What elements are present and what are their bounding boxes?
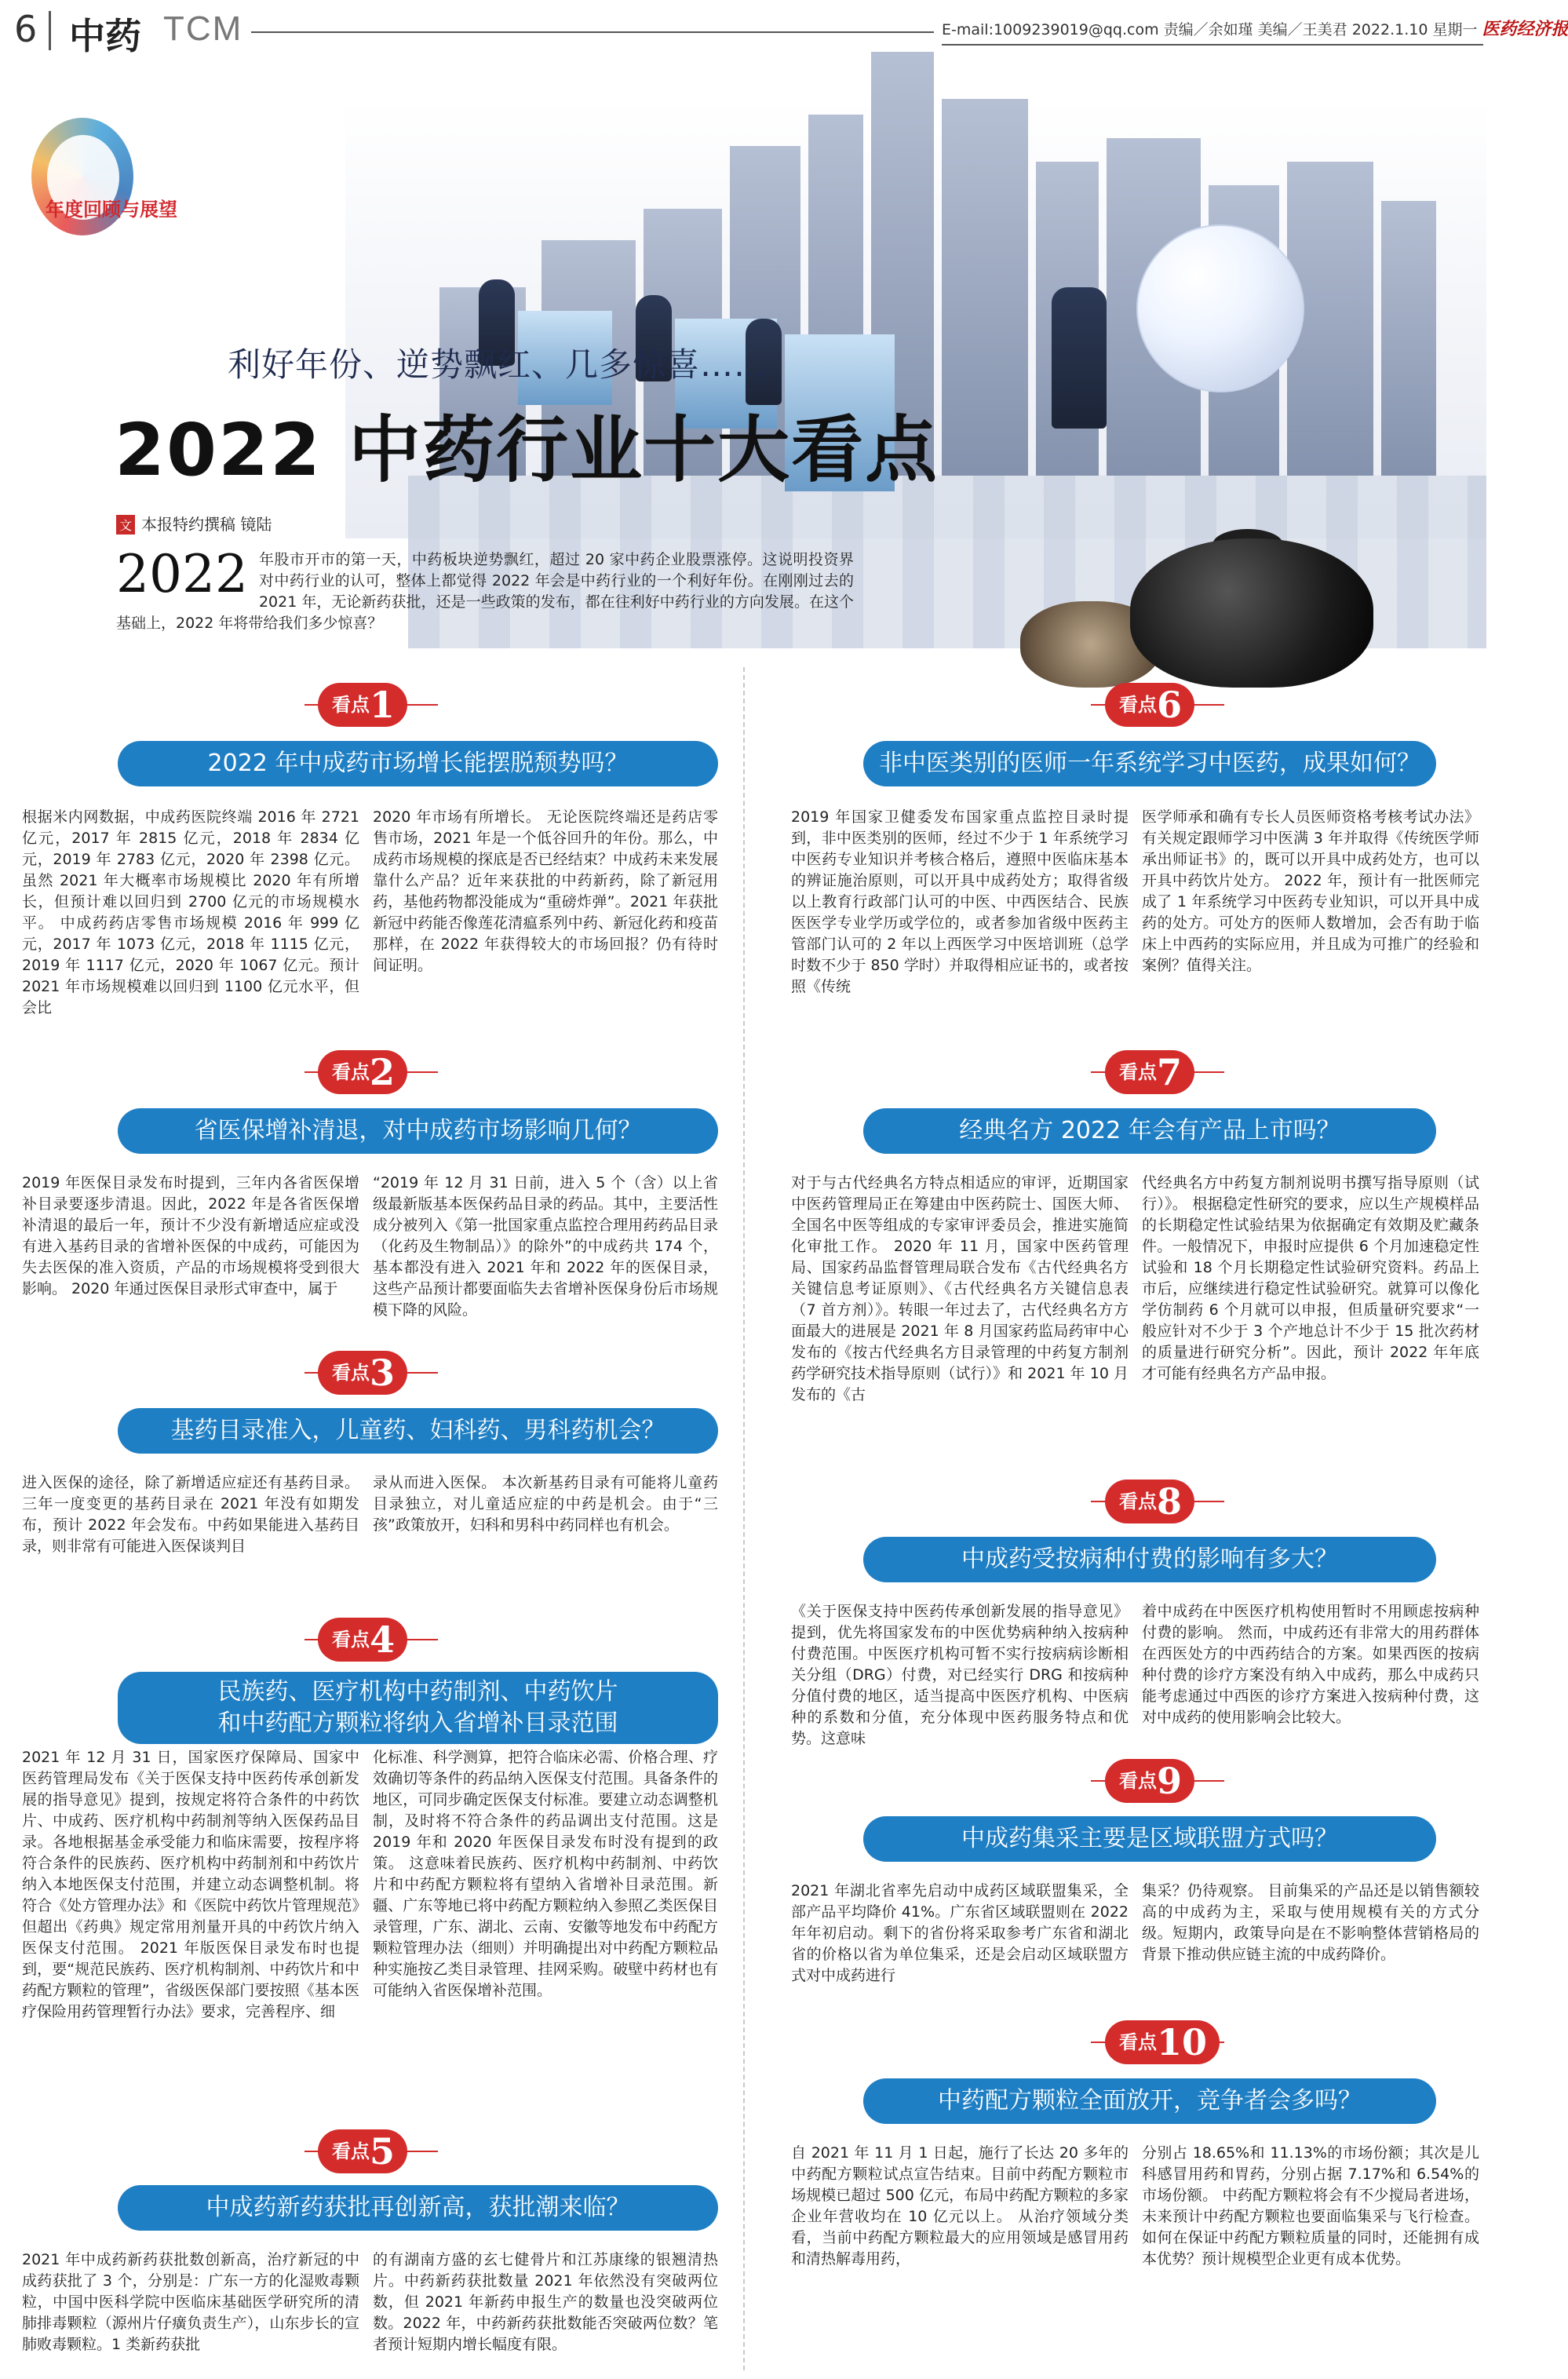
intro-text: 年股市开市的第一天，中药板块逆势飘红，超过 20 家中药企业股票涨停。这说明投资界对中药行业的认可，整体上都觉得 2022 年会是中药行业的一个利好年份。在刚刚过去的 2021 年，无论新药获批，还是一些政策的发布，都在往利好中药行业的方向发展。在这个基础上，2022 年将带给我们多少惊喜？	[116, 551, 854, 632]
kd-badge	[1105, 683, 1194, 727]
question-bar	[118, 1672, 718, 1744]
section-title-en: TCM	[163, 9, 243, 48]
byline	[116, 512, 272, 535]
question-bar	[863, 741, 1436, 786]
review-badge	[16, 86, 196, 267]
kd-badge	[318, 683, 407, 727]
question-line: 中药配方颗粒全面放开，竞争者会多吗？	[938, 2087, 1362, 2114]
kd-number: 8	[1157, 1480, 1183, 1523]
question-line: 民族药、医疗机构中药制剂、中药饮片	[217, 1678, 618, 1706]
kd-badge	[318, 2129, 407, 2173]
body-col: 对于与古代经典名方特点相适应的审评，近期国家中医药管理局正在筹建由中医药院士、国医大师、全国名中医等组成的专家审评委员会，推进实施简化审批工作。 2020 年 11 月，国家中医药管理局、国家药品监督管理局联合发布《古代经典名方关键信息考证原则》、《古代经典名方关键信息表（7 首方剂）》。转眼一年过去了，古代经典名方方面最大的进展是 2021 年 8 月国家药监局药审中心发布的《按古代经典名方目录管理的中药复方制剂药学研究技术指导原则（试行）》和 2021 年 10 月发布的《古	[791, 1174, 1129, 1403]
kd-badge	[1105, 2020, 1220, 2064]
page-title: 2022 中药行业十大看点	[115, 408, 939, 492]
question-bar	[863, 1537, 1436, 1582]
kd-number: 6	[1157, 684, 1183, 726]
question-line: 非中医类别的医师一年系统学习中医药，成果如何？	[879, 750, 1420, 777]
question-bar	[118, 741, 718, 786]
kd-label: 看点	[332, 1362, 370, 1384]
subtitle: 利好年份、逆势飘红、几多惊喜……	[228, 345, 768, 384]
building	[942, 99, 1028, 476]
body-col: 分别占 18.65%和 11.13%的市场份额；其次是儿科感冒用药和胃药，分别占据 7.17%和 6.54%的市场份额。 中药配方颗粒将会有不少搅局者进场，未来预计中药配方颗粒也要面临集采与飞行检查。如何在保证中药配方颗粒质量的同时，还能拥有成本优势？预计规模型企业更有成本优势。	[1142, 2144, 1479, 2268]
body-col: 根据米内网数据，中成药医院终端 2016 年 2721 亿元，2017 年 2815 亿元，2018 年 2834 亿元，2019 年 2783 亿元，2020 年 2398 亿元。虽然 2021 年大概率市场规模比 2020 年有所增长，但预计难以回归到 2700 亿元的市场规模水平。 中成药药店零售市场规模 2016 年 999 亿元，2017 年 1073 亿元，2018 年 1115 亿元，2019 年 1117 亿元，2020 年 1067 亿元。预计 2021 年市场规模难以回归到 1100 亿元水平，但会比	[22, 808, 359, 1016]
body-col: 医学师承和确有专长人员医师资格考核考试办法》有关规定跟师学习中医满 3 年并取得《传统医学师承出师证书》的，既可以开具中成药处方，也可以开具中药饮片处方。 2022 年，预计有一批医师完成了 1 年系统学习中医药专业知识，可以开具中成药的处方。可处方的医师人数增加，会否有助于临床上中西药的实际应用，并且成为可推广的经验和案例？值得关注。	[1142, 808, 1479, 974]
question-line: 经典名方 2022 年会有产品上市吗？	[959, 1117, 1340, 1144]
body-col: 代经典名方中药复方制剂说明书撰写指导原则（试行）》。 根据稳定性研究的要求，应以生产规模样品的长期稳定性试验结果为依据确定有效期及贮藏条件。一般情况下，申报时应提供 6 个月加速稳定性试验和 18 个月长期稳定性试验研究资料。药品上市后，应继续进行稳定性试验研究。就算可以像化学仿制药 6 个月就可以申报，但质量研究要求“一般应针对不少于 3 个产地总计不少于 15 批次药材的质量进行研究分析”。因此，预计 2022 年年底才可能有经典名方产品申报。	[1142, 1174, 1479, 1382]
kd-number: 10	[1157, 2021, 1208, 2063]
question-bar	[863, 1816, 1436, 1862]
byline-tag: 文	[116, 515, 135, 535]
intro-year: 2022	[116, 544, 248, 604]
kd-label: 看点	[1119, 694, 1157, 716]
question-bar	[118, 1408, 718, 1454]
kd-label: 看点	[1119, 1061, 1157, 1083]
body-col: 2019 年医保目录发布时提到，三年内各省医保增补目录要逐步清退。因此，2022 年是各省医保增补清退的最后一年，预计不少没有新增适应症或没有进入基药目录的省增补医保的中成药，可能因为失去医保的准入资质，产品的市场规模将受到很大影响。 2020 年通过医保目录形式审查中，属于	[22, 1174, 359, 1297]
kd-label: 看点	[332, 1061, 370, 1083]
kd-number: 7	[1157, 1051, 1183, 1093]
body-col: 2019 年国家卫健委发布国家重点监控目录时提到，非中医类别的医师，经过不少于 1 年系统学习中医药专业知识并考核合格后，遵照中医临床基本的辨证施治原则，可以开具中成药处方；取得省级以上教育行政部门认可的中医、中西医结合、民族医医学专业学历或学位的，或者参加省级中医药主管部门认可的 2 年以上西医学习中医培训班（总学时数不少于 850 学时）并取得相应证书的，或者按照《传统	[791, 808, 1129, 995]
question-line: 和中药配方颗粒将纳入省增补目录范围	[217, 1709, 618, 1737]
question-line: 中成药集采主要是区域联盟方式吗？	[961, 1825, 1338, 1852]
question-bar	[118, 2185, 718, 2231]
body-col: 2021 年 12 月 31 日，国家医疗保障局、国家中医药管理局发布《关于医保支持中医药传承创新发展的指导意见》提到，按规定将符合条件的中药饮片、中成药、医疗机构中药制剂等纳入医保药品目录。各地根据基金承受能力和临床需要，按程序将符合条件的民族药、医疗机构中药制剂和中药饮片纳入本地医保支付范围，并建立动态调整机制。将符合《处方管理办法》和《医院中药饮片管理规范》但超出《药典》规定常用剂量开具的中药饮片纳入医保支付范围。 2021 年版医保目录发布时也提到，要“规范民族药、医疗机构制剂、中药饮片和中药配方颗粒的管理”，省级医保部门要按照《基本医疗保险用药管理暂行办法》要求，完善程序、细	[22, 1749, 359, 2020]
body-col: 着中成药在中医医疗机构使用暂时不用顾虑按病种付费的影响。 然而，中成药还有非常大的用药群体在西医处方的中西药结合的方案。如果西医的按病种付费的诊疗方案没有纳入中成药，那么中成药只能考虑通过中西医的诊疗方案进入按病种付费，这对中成药的使用影响会比较大。	[1142, 1603, 1479, 1726]
kd-number: 5	[370, 2130, 396, 2173]
paper-name: 医药经济报	[1482, 20, 1568, 39]
column-divider	[743, 667, 745, 2370]
question-line: 省医保增补清退，对中成药市场影响几何？	[194, 1117, 642, 1144]
kd-label: 看点	[332, 1629, 370, 1651]
section-title: 中药	[69, 15, 141, 57]
header-info	[942, 16, 1568, 40]
intro-paragraph	[116, 544, 854, 634]
kd-label: 看点	[1119, 2031, 1157, 2053]
byline-text: 本报特约撰稿 镜陆	[141, 515, 272, 534]
body-col: 2020 年市场有所增长。 无论医院终端还是药店零售市场，2021 年是一个低谷回升的年份。那么，中成药市场规模的探底是否已经结束？中成药未来发展靠什么产品？近年来获批的中药新药，除了新冠用药，基他药物都没能成为“重磅炸弹”。2021 年获批新冠中药能否像莲花清瘟系列中药、新冠化药和疫苗那样，在 2022 年获得较大的市场回报？仍有待时间证明。	[373, 808, 718, 974]
question-line: 中成药新药获批再创新高，获批潮来临？	[206, 2194, 630, 2221]
kd-badge	[1105, 1050, 1194, 1094]
header-rule	[251, 31, 934, 33]
kd-number: 2	[370, 1051, 396, 1093]
page-number: 6	[14, 8, 38, 50]
kd-label: 看点	[1119, 1770, 1157, 1792]
body-col: 集采？仍待观察。 目前集采的产品还是以销售额较高的中成药为主，采取与使用规模有关的方式分级。短期内，政策导向是在不影响整体营销格局的背景下推动供应链主流的中成药降价。	[1142, 1882, 1479, 1963]
glass-sphere	[1136, 224, 1304, 392]
kd-label: 看点	[332, 2140, 370, 2162]
body-col: “2019 年 12 月 31 日前，进入 5 个（含）以上省级最新版基本医保药品目录的药品。其中，主要活性成分被列入《第一批国家重点监控合理用药药品目录（化药及生物制品）》的除外”的中成药共 174 个，基本都没有进入 2021 年和 2022 年的医保目录，这些产品预计都要面临失去省增补医保身份后市场规模下降的风险。	[373, 1174, 718, 1319]
body-col: 录从而进入医保。 本次新基药目录有可能将儿童药目录独立，对儿童适应症的中药是机会。由于“三孩”政策放开，妇科和男科中药同样也有机会。	[373, 1474, 718, 1534]
body-col: 《关于医保支持中医药传承创新发展的指导意见》提到，优先将国家发布的中医优势病种纳入按病种付费范围。中医医疗机构可暂不实行按病病诊断相关分组（DRG）付费，对已经实行 DRG 和按病种分值付费的地区，适当提高中医医疗机构、中医病种的系数和分值，充分体现中医药服务特点和优势。这意味	[791, 1603, 1129, 1747]
badge-text: 年度回顾与展望	[46, 199, 177, 221]
kd-badge	[318, 1618, 407, 1662]
herb-pot	[1130, 538, 1373, 688]
kd-badge	[318, 1351, 407, 1395]
kd-badge	[1105, 1759, 1194, 1803]
body-col: 进入医保的途径，除了新增适应症还有基药目录。三年一度变更的基药目录在 2021 年没有如期发布，预计 2022 年会发布。中药如果能进入基药目录，则非常有可能进入医保谈判目	[22, 1474, 359, 1555]
kd-label: 看点	[1119, 1491, 1157, 1512]
kd-number: 4	[370, 1618, 396, 1661]
kd-number: 9	[1157, 1760, 1183, 1802]
question-bar	[118, 1108, 718, 1154]
kd-number: 1	[370, 684, 396, 726]
kd-label: 看点	[332, 694, 370, 716]
body-col: 的有湖南方盛的玄七健骨片和江苏康缘的银翘清热片。中药新药获批数量 2021 年依然没有突破两位数，但 2021 年新药申报生产的数量也没突破两位数。2022 年，中药新药获批数能否突破两位数？笔者预计短期内增长幅度有限。	[373, 2251, 718, 2353]
body-col: 2021 年中成药新药获批数创新高，治疗新冠的中成药获批了 3 个，分别是：广东一方的化湿败毒颗粒，中国中医科学院中医临床基础医学研究所的清肺排毒颗粒（源州片仔癀负责生产），山东步长的宣肺败毒颗粒。1 类新药获批	[22, 2251, 359, 2353]
question-line: 基药目录准入，儿童药、妇科药、男科药机会？	[170, 1417, 665, 1444]
building	[1381, 201, 1436, 476]
body-col: 化标准、科学测算，把符合临床必需、价格合理、疗效确切等条件的药品纳入医保支付范围。具备条件的地区，可同步确定医保支付标准。要建立动态调整机制，及时将不符合条件的药品调出支付范围。这是 2019 年和 2020 年医保目录发布时没有提到的政策。 这意味着民族药、医疗机构中药制剂、中药饮片和中药配方颗粒将有望纳入省增补目录范围。新疆、广东等地已将中药配方颗粒纳入参照乙类医保目录管理，广东、湖北、云南、安徽等地发布中药配方颗粒管理办法（细则）并明确提出对中药配方颗粒品种实施按乙类目录管理、挂网采购。破壁中药材也有可能纳入省医保增补范围。	[373, 1749, 718, 1999]
kd-badge	[1105, 1480, 1194, 1523]
question-bar	[863, 1108, 1436, 1154]
editor-info: E-mail:1009239019@qq.com 责编／余如瑾 美编／王美君 2022.1.10 星期一	[942, 21, 1478, 38]
body-col: 2021 年湖北省率先启动中成药区域联盟集采，全部产品平均降价 41%。广东省区域联盟则在 2022 年年初启动。剩下的省份将采取参考广东省和湖北省的价格以省为单位集采，还是会启动区域联盟方式对中成药进行	[791, 1882, 1129, 1984]
body-col: 自 2021 年 11 月 1 日起，施行了长达 20 多年的中药配方颗粒试点宣告结束。目前中药配方颗粒市场规模已超过 500 亿元，布局中药配方颗粒的多家企业年营收均在 10 亿元以上。 从治疗领域分类看，当前中药配方颗粒最大的应用领域是感冒用药和清热解毒用药，	[791, 2144, 1129, 2268]
kd-badge	[318, 1050, 407, 1094]
kd-number: 3	[370, 1352, 396, 1394]
question-line: 中成药受按病种付费的影响有多大？	[961, 1545, 1338, 1573]
separator	[49, 11, 51, 50]
question-bar	[863, 2078, 1436, 2124]
question-line: 2022 年中成药市场增长能摆脱颓势吗？	[207, 750, 629, 777]
header-rule-2	[942, 44, 1483, 46]
running-businessman	[1052, 287, 1107, 429]
